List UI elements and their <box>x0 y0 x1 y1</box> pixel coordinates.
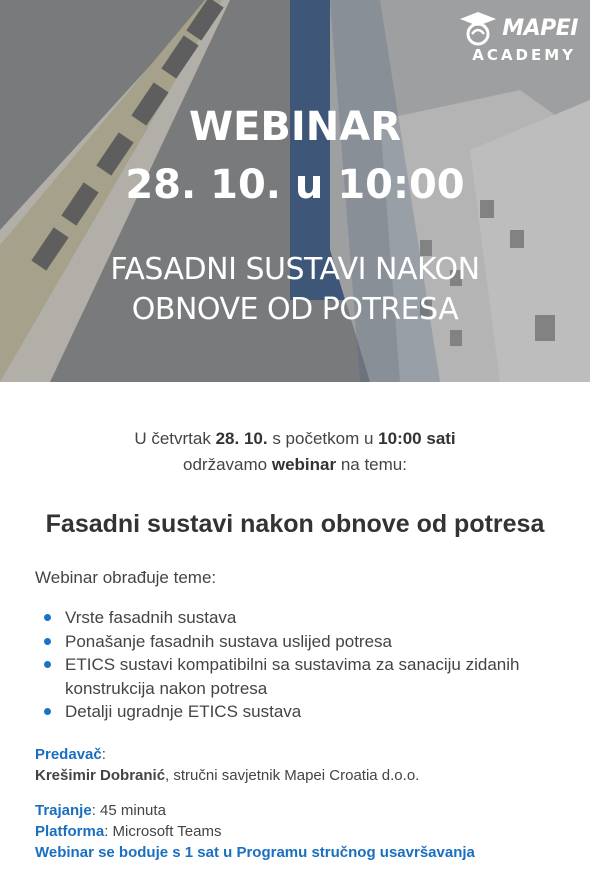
platform-value: : Microsoft Teams <box>104 822 222 840</box>
duration-value: : 45 minuta <box>91 801 166 819</box>
duration-label: Trajanje <box>35 801 92 819</box>
list-item <box>35 606 555 630</box>
intro-date: 28. 10. <box>215 429 268 448</box>
bullet-icon <box>44 614 51 621</box>
credits-note: Webinar se boduje s 1 sat u Programu stručnog usavršavanja <box>35 843 475 861</box>
intro-part: održavamo <box>183 455 272 474</box>
speaker-name: Krešimir Dobranić <box>35 766 166 784</box>
list-item <box>35 700 555 724</box>
logo-academy: ACADEMY <box>472 46 576 64</box>
topics-list <box>35 606 555 724</box>
topic-title: Fasadni sustavi nakon obnove od potresa <box>45 510 545 538</box>
list-item <box>35 630 555 654</box>
intro-part: U četvrtak <box>134 429 216 448</box>
colon: : <box>101 745 106 763</box>
speaker-section <box>35 744 555 786</box>
bullet-icon <box>44 661 51 668</box>
intro-time: 10:00 sati <box>378 429 456 448</box>
topic-text: Ponašanje fasadnih sustava uslijed potresa <box>65 631 392 651</box>
topic-text: Vrste fasadnih sustava <box>65 608 237 627</box>
graduation-cap-icon <box>458 10 498 46</box>
topic-text: ETICS sustavi kompatibilni sa sustavima za sanaciju zidanih konstrukcija nakon potresa <box>65 655 520 698</box>
hero-title: WEBINAR <box>188 104 402 150</box>
hero-subtitle-line1: FASADNI SUSTAVI NAKON <box>110 252 480 287</box>
hero-banner <box>0 0 590 382</box>
logo-brand: MAPEI <box>502 15 578 41</box>
intro-part: s početkom u <box>267 429 379 448</box>
speaker-label: Predavač <box>35 745 102 763</box>
hero-date: 28. 10. u 10:00 <box>125 162 465 208</box>
topic-text: Detalji ugradnje ETICS sustava <box>65 702 302 721</box>
bullet-icon <box>44 708 51 715</box>
intro-part: na temu: <box>336 455 407 474</box>
hero-subtitle <box>0 250 590 330</box>
hero-subtitle-line2: OBNOVE OD POTRESA <box>131 292 459 327</box>
list-item <box>35 653 555 700</box>
platform-label: Platforma <box>35 822 105 840</box>
topics-lead: Webinar obrađuje teme: <box>35 568 217 587</box>
logistics-section <box>35 800 555 863</box>
intro-webinar: webinar <box>271 455 337 474</box>
webinar-details <box>0 426 590 863</box>
intro-text <box>35 426 555 478</box>
mapei-academy-logo <box>448 10 578 64</box>
speaker-role: , stručni savjetnik Mapei Croatia d.o.o. <box>165 766 420 784</box>
bullet-icon <box>44 638 51 645</box>
